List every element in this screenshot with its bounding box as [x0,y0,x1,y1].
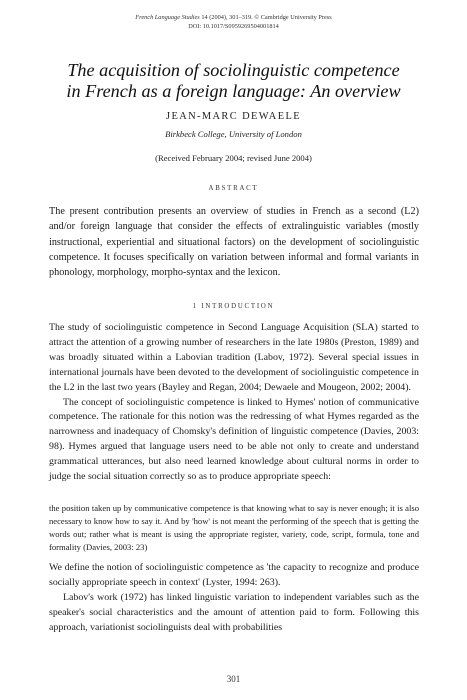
journal-name: French Language Studies [135,14,200,21]
author-name: JEAN-MARC DEWAELE [166,111,301,122]
intro-body-bottom [49,561,419,636]
abstract-heading: ABSTRACT [208,185,259,192]
title-line-1: The acquisition of sociolinguistic competence [67,60,400,80]
intro-body-top [49,321,419,485]
title-line-2: in French as a foreign language: An overview [66,81,401,101]
abstract-text: The present contribution presents an overview of studies in French as a second (L2) and/or foreign language that consider the effects of extralinguistic variables (mostly instructional, experiential and situational factors) on the development of sociolinguistic competence. It focuses specifically on variation between informal and formal variants in phonology, morphology, morpho-syntax and the lexicon. [49,206,419,279]
journal-doi: DOI: 10.1017/S0959269504001814 [188,22,279,30]
block-quote: the position taken up by communicative competence is that knowing what to say is never enough; it is also necessary to know how to say it. And by 'how' is not meant the performing of the speech that is getting the words out; rather what is meant is using the appropriate register, variety, code, script, formula, tone and formality (Davies, 2003: 23) [49,503,419,552]
paragraph-1: The study of sociolinguistic competence in Second Language Acquisition (SLA) started to attract the attention of a growing number of researchers in the late 1980s (Preston, 1989) and was broadly situated within a Labovian tradition (Labov, 1972). Several special issues in international journals have been devoted to the development of sociolinguistic competence in the L2 in the last two years (Bayley and Regan, 2004; Dewaele and Mougeon, 2002; 2004). [49,322,419,393]
journal-citation-line [0,14,467,23]
journal-citation: 14 (2004), 301–319. © Cambridge University Press [199,14,332,21]
section-heading-introduction: 1 INTRODUCTION [192,303,275,310]
paragraph-4: Labov's work (1972) has linked linguistic variation to independent variables such as the speaker's social characteristics and the amount of attention paid to form. Following this approach, variationist sociolinguists deal with probabilities [49,591,419,633]
paragraph-3: We define the notion of sociolinguistic competence as 'the capacity to recognize and produce socially appropriate speech in context' (Lyster, 1994: 263). [49,562,419,588]
paragraph-2: The concept of sociolinguistic competence is linked to Hymes' notion of communicative competence. The rationale for this notion was the redressing of what Hymes regarded as the narrowness and inadequacy of Chomsky's definition of linguistic competence (Davies, 2003: 98). Hymes argued that language users need to be able not only to create and understand grammatical utterances, but also need learned knowledge about cultural norms in order to judge the social situation correctly so as to produce appropriate speech: [49,396,419,483]
author-affiliation: Birkbeck College, University of London [165,129,302,139]
page-number: 301 [226,674,241,684]
paper-title [20,60,447,102]
journal-header [0,14,467,31]
received-dates: (Received February 2004; revised June 2004) [155,153,312,163]
